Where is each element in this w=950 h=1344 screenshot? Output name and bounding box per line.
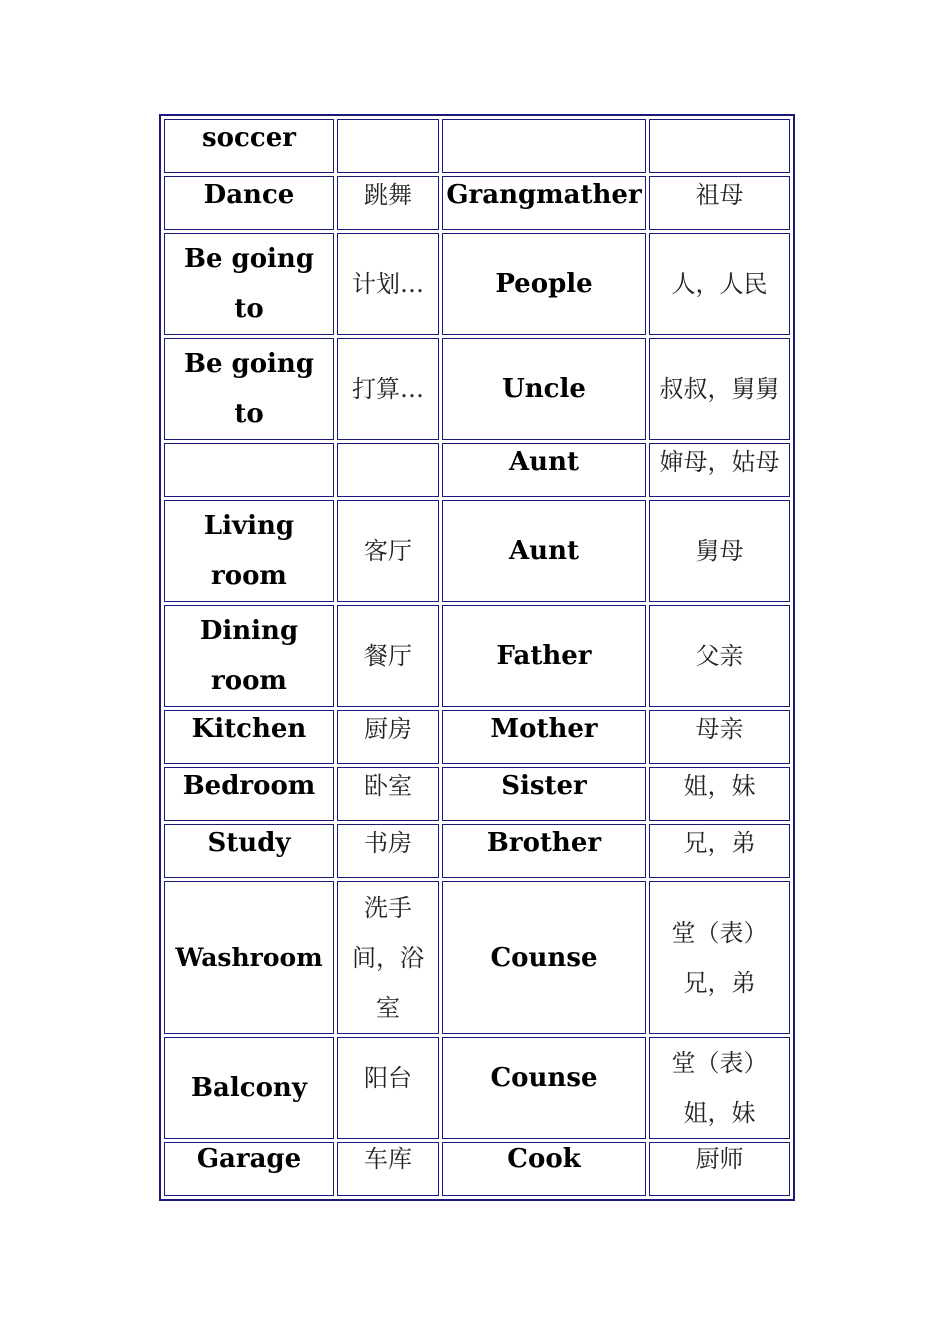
english-word-cell [442,119,646,173]
english-word-cell: Be going to [164,338,334,440]
english-word-cell: Washroom [164,881,334,1034]
table-row [164,119,790,173]
english-word-cell: Mother [442,710,646,764]
english-word-cell: Dance [164,176,334,230]
chinese-meaning-cell: 跳舞 [337,176,439,230]
english-word-cell: Aunt [442,500,646,602]
table-row [164,710,790,764]
chinese-meaning-cell [337,119,439,173]
chinese-meaning-cell: 姐，妹 [649,767,790,821]
english-word-cell: Study [164,824,334,878]
table-row [164,1142,790,1196]
english-word-cell: Counse [442,881,646,1034]
english-word-cell: Aunt [442,443,646,497]
table-row [164,338,790,440]
chinese-meaning-cell: 厨房 [337,710,439,764]
english-word-cell: Bedroom [164,767,334,821]
chinese-meaning-cell [649,119,790,173]
chinese-meaning-cell: 计划… [337,233,439,335]
chinese-meaning-cell: 父亲 [649,605,790,707]
english-word-cell: Be going to [164,233,334,335]
english-word-cell: Sister [442,767,646,821]
english-word-cell: soccer [164,119,334,173]
chinese-meaning-cell: 车库 [337,1142,439,1196]
table-row [164,824,790,878]
english-word-cell: People [442,233,646,335]
chinese-meaning-cell: 兄，弟 [649,824,790,878]
chinese-meaning-cell: 婶母，姑母 [649,443,790,497]
english-word-cell: Cook [442,1142,646,1196]
table-row [164,881,790,1034]
chinese-meaning-cell: 餐厅 [337,605,439,707]
table-row [164,176,790,230]
english-word-cell: Garage [164,1142,334,1196]
vocabulary-table [159,114,795,1201]
chinese-meaning-cell: 人，人民 [649,233,790,335]
chinese-meaning-cell: 卧室 [337,767,439,821]
chinese-meaning-cell: 堂（表）兄，弟 [649,881,790,1034]
chinese-meaning-cell: 堂（表）姐，妹 [649,1037,790,1139]
chinese-meaning-cell: 书房 [337,824,439,878]
english-word-cell: Kitchen [164,710,334,764]
english-word-cell: Dining room [164,605,334,707]
english-word-cell: Grangmather [442,176,646,230]
chinese-meaning-cell: 阳台 [337,1037,439,1139]
chinese-meaning-cell: 厨师 [649,1142,790,1196]
chinese-meaning-cell: 叔叔，舅舅 [649,338,790,440]
english-word-cell [164,443,334,497]
table-row [164,500,790,602]
chinese-meaning-cell: 洗手间，浴室 [337,881,439,1034]
english-word-cell: Counse [442,1037,646,1139]
table-row [164,443,790,497]
chinese-meaning-cell [337,443,439,497]
table-row [164,1037,790,1139]
english-word-cell: Balcony [164,1037,334,1139]
table-row [164,767,790,821]
english-word-cell: Father [442,605,646,707]
chinese-meaning-cell: 母亲 [649,710,790,764]
english-word-cell: Uncle [442,338,646,440]
chinese-meaning-cell: 打算… [337,338,439,440]
english-word-cell: Living room [164,500,334,602]
english-word-cell: Brother [442,824,646,878]
chinese-meaning-cell: 祖母 [649,176,790,230]
chinese-meaning-cell: 客厅 [337,500,439,602]
table-row [164,233,790,335]
chinese-meaning-cell: 舅母 [649,500,790,602]
table-row [164,605,790,707]
